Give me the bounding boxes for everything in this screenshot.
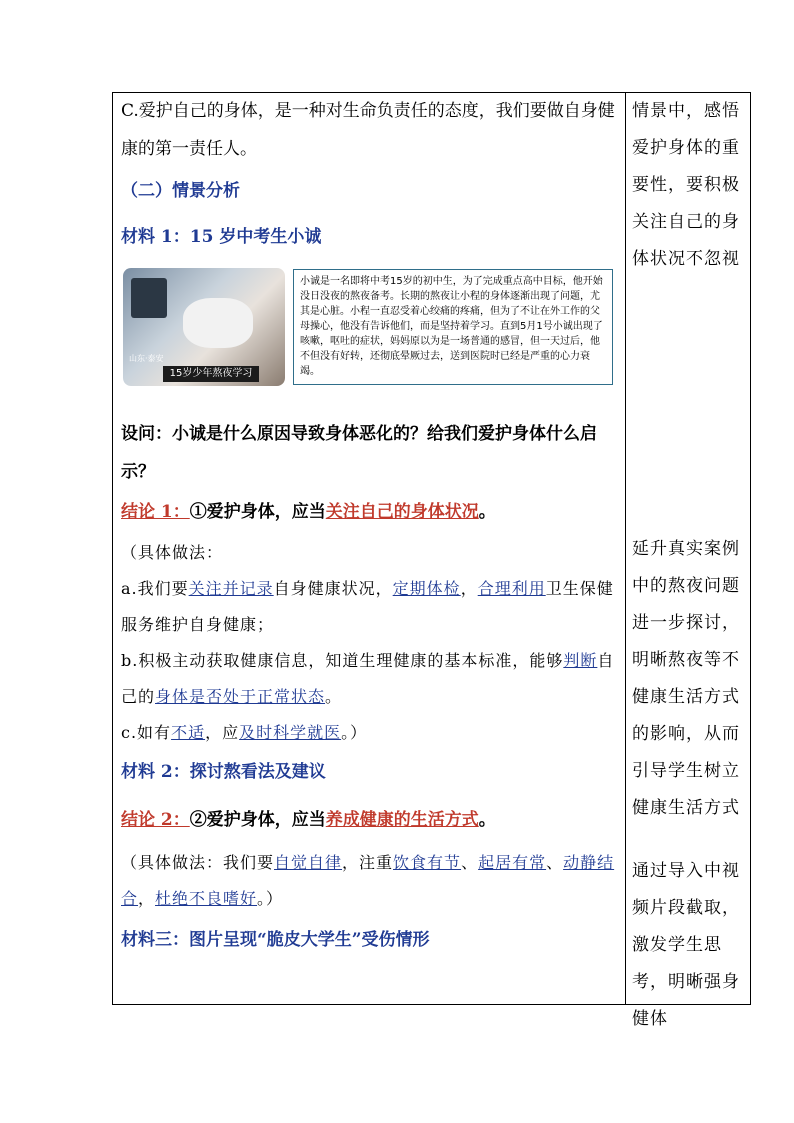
question: 设问：小诚是什么原因导致身体恶化的？给我们爱护身体什么启示？ xyxy=(121,424,597,482)
main-column-lower xyxy=(121,415,621,959)
conclusion2-label: 结论 2： xyxy=(121,810,190,830)
method2-p3: 、 xyxy=(461,853,479,872)
hospital-photo xyxy=(123,268,285,386)
method-c-p3: 。） xyxy=(341,723,368,742)
method-a-k2: 定期体检 xyxy=(392,579,461,598)
method-c-k1: 不适 xyxy=(171,723,206,742)
photo-caption: 15岁少年熬夜学习 xyxy=(163,366,259,382)
method2-k1: 自觉自律 xyxy=(274,853,343,872)
material3-title: 材料三：图片呈现“脆皮大学生”受伤情形 xyxy=(121,930,430,950)
conclusion1-end: 。 xyxy=(478,502,496,522)
method2-p2: ，注重 xyxy=(342,853,394,872)
method2-p4: 、 xyxy=(546,853,564,872)
method-a-p2: 自身健康状况， xyxy=(273,579,393,598)
method2 xyxy=(121,845,621,917)
method-title: （具体做法： xyxy=(121,543,224,562)
side-column xyxy=(632,93,748,278)
method-b xyxy=(121,643,621,715)
conclusion1-key: 关注自己的身体状况 xyxy=(325,502,479,522)
side-column-3 xyxy=(632,853,748,1038)
case-figure xyxy=(123,268,615,390)
section-title: （二）情景分析 xyxy=(121,181,240,201)
method2-k3: 起居有常 xyxy=(478,853,547,872)
method-c-p1: c.如有 xyxy=(121,723,172,742)
case-textbox: 小诚是一名即将中考15岁的初中生，为了完成重点高中目标，他开始没日没夜的熬夜备考。长期的熬夜让小程的身体逐渐出现了问题，尤其是心脏。小程一直忍受着心绞痛的疼痛，但为了不让在外工作的父母操心，他没有告诉他们，而是坚持着学习。直到5月1号小诚出现了咳嗽，呕吐的症状，妈妈原以为是一场普通的感冒，但一天过后，他不但没有好转，还彻底晕厥过去，送到医院时已经是严重的心力衰竭。 xyxy=(293,269,613,385)
method-a xyxy=(121,571,621,643)
method-b-k2: 身体是否处于正常状态 xyxy=(155,687,326,706)
side-note-1: 情景中，感悟爱护身体的重要性，要积极关注自己的身体状况不忽视 xyxy=(632,101,740,269)
method-b-p3: 。 xyxy=(325,687,343,706)
conclusion2-key: 养成健康的生活方式 xyxy=(325,810,479,830)
method-c-k2: 及时科学就医 xyxy=(239,723,342,742)
conclusion2-end: 。 xyxy=(478,810,496,830)
main-column xyxy=(121,93,621,256)
side-column-2 xyxy=(632,531,748,827)
column-divider xyxy=(625,93,626,1004)
conclusion2-text: ②爱护身体，应当 xyxy=(189,810,326,830)
para-c: C.爱护自己的身体，是一种对生命负责任的态度，我们要做自身健康的第一责任人。 xyxy=(121,101,615,159)
method-b-p1: b.积极主动获取健康信息，知道生理健康的基本标准，能够 xyxy=(121,651,564,670)
side-note-2: 延升真实案例中的熬夜问题进一步探讨，明晰熬夜等不健康生活方式的影响，从而引导学生树立健康生活方式 xyxy=(632,539,740,818)
material1-title: 材料 1：15 岁中考生小诚 xyxy=(121,227,322,247)
conclusion1 xyxy=(121,493,621,531)
method-a-p1: a.我们要 xyxy=(121,579,189,598)
conclusion1-text: ①爱护身体，应当 xyxy=(189,502,326,522)
method2-k2: 饮食有节 xyxy=(393,853,462,872)
method-a-k3: 合理利用 xyxy=(477,579,546,598)
method-c-p2: ，应 xyxy=(205,723,240,742)
method-a-p3: ， xyxy=(460,579,478,598)
method-a-k1: 关注并记录 xyxy=(188,579,274,598)
photo-location-tag: 山东·泰安 xyxy=(129,354,164,363)
conclusion1-label: 结论 1： xyxy=(121,502,190,522)
method2-p1: （具体做法：我们要 xyxy=(121,853,275,872)
conclusion2 xyxy=(121,801,621,839)
method-b-k1: 判断 xyxy=(563,651,598,670)
monitor-shape xyxy=(131,278,167,318)
method2-k4: 动静结合 xyxy=(121,853,615,908)
pillow-shape xyxy=(183,298,253,348)
method-a-p4: 卫生保健服务维护自身健康； xyxy=(121,579,614,634)
method2-p6: 。） xyxy=(257,889,284,908)
method-c xyxy=(121,715,621,751)
material2-title: 材料 2：探讨熬看法及建议 xyxy=(121,762,326,782)
method2-p5: ， xyxy=(138,889,156,908)
method-b-p2: 自己的 xyxy=(121,651,615,706)
method2-k5: 杜绝不良嗜好 xyxy=(155,889,258,908)
lesson-table xyxy=(112,92,751,1029)
side-note-3: 通过导入中视频片段截取，激发学生思考，明晰强身健体 xyxy=(632,861,740,1029)
